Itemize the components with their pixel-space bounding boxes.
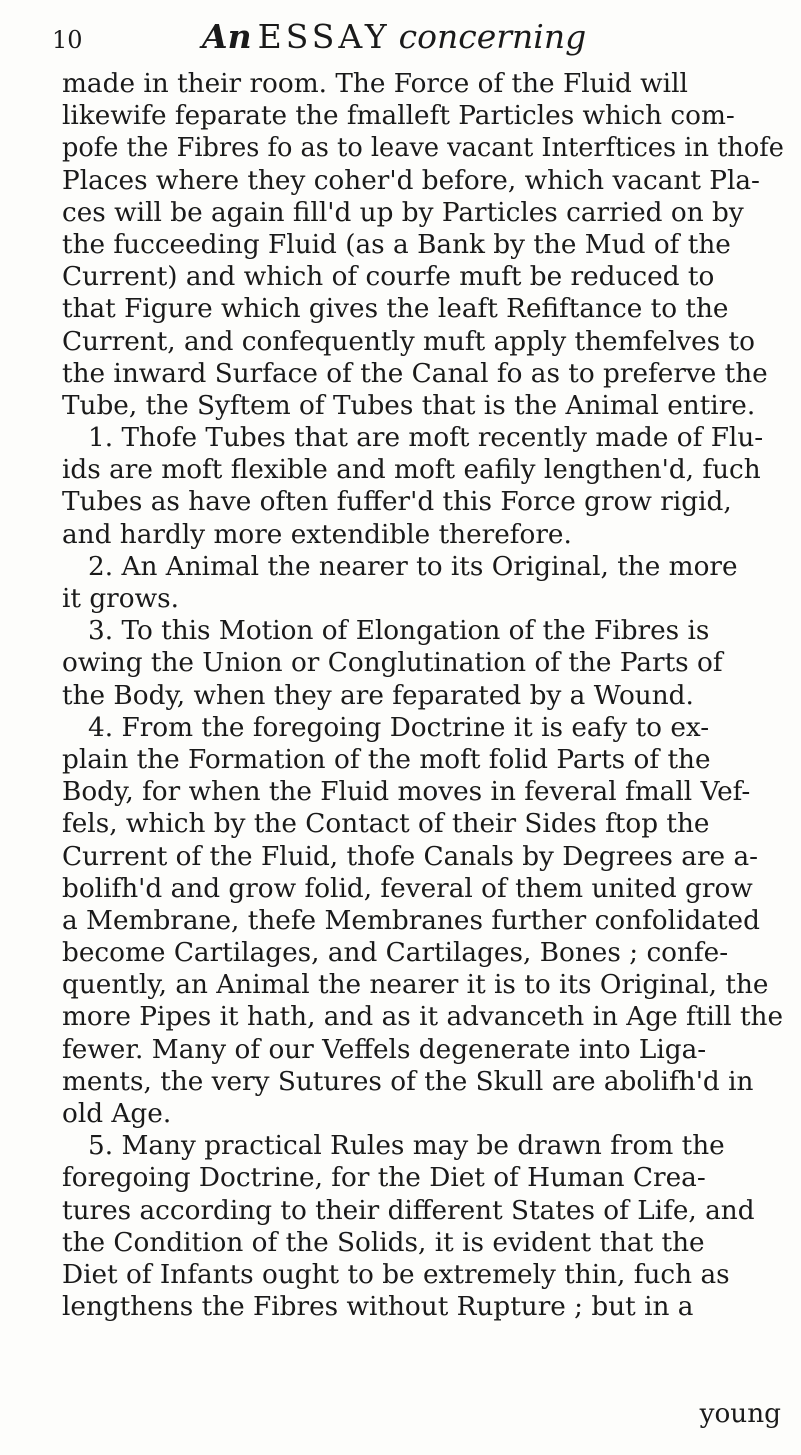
text-line: it grows. <box>62 584 179 614</box>
catchword: young <box>699 1399 781 1429</box>
text-line: tures according to their different States of Life, and <box>62 1195 755 1226</box>
text-line: foregoing Doctrine, for the Diet of Human Crea- <box>62 1163 706 1194</box>
text-line: ces will be again fill'd up by Particles carried on by <box>62 197 744 228</box>
header-title-essay: ESSAY <box>257 17 391 56</box>
text-line: become Cartilages, and Cartilages, Bones ; confe- <box>62 938 729 969</box>
text-line: 2. An Animal the nearer to its Original, the more <box>88 551 738 582</box>
text-line: the inward Surface of the Canal fo as to preferve the <box>62 358 768 389</box>
text-line: likewife feparate the fmalleft Particles which com- <box>62 101 735 132</box>
text-line: old Age. <box>62 1099 172 1129</box>
text-line: and hardly more extendible therefore. <box>62 519 572 550</box>
text-line: fels, which by the Contact of their Sides ftop the <box>62 809 710 840</box>
text-line: the Body, when they are feparated by a Wound. <box>62 680 694 711</box>
text-line: owing the Union or Conglutination of the Parts of <box>62 648 723 679</box>
text-line: Tubes as have often fuffer'd this Force grow rigid, <box>62 487 732 518</box>
text-line: quently, an Animal the nearer it is to its Original, the <box>62 970 769 1001</box>
text-line: 3. To this Motion of Elongation of the Fibres is <box>88 616 710 647</box>
text-line: ments, the very Sutures of the Skull are abolifh'd in <box>62 1066 754 1097</box>
text-line: the fucceeding Fluid (as a Bank by the Mud of the <box>62 229 731 260</box>
text-line: ids are moft flexible and moft eafily lengthen'd, fuch <box>62 455 761 486</box>
text-line: 5. Many practical Rules may be drawn from the <box>88 1131 725 1162</box>
text-line: more Pipes it hath, and as it advanceth in Age ftill the <box>62 1002 784 1033</box>
text-line: Current) and which of courfe muft be reduced to <box>62 262 715 293</box>
text-line: that Figure which gives the leaft Refiftance to the <box>62 294 729 325</box>
text-line: 1. Thofe Tubes that are moft recently made of Flu- <box>88 423 764 454</box>
text-line: fewer. Many of our Veffels degenerate into Liga- <box>62 1034 707 1065</box>
text-line: Current, and confequently muft apply themfelves to <box>62 326 755 357</box>
text-line: Current of the Fluid, thofe Canals by Degrees are a- <box>62 841 759 872</box>
body-text <box>62 68 784 1323</box>
text-line: made in their room. The Force of the Fluid will <box>62 69 688 99</box>
text-line: a Membrane, thefe Membranes further confolidated <box>62 905 760 936</box>
text-line: bolifh'd and grow folid, feveral of them united grow <box>62 873 753 904</box>
text-line: the Condition of the Solids, it is evident that the <box>62 1227 705 1258</box>
text-line: 4. From the foregoing Doctrine it is eafy to ex- <box>88 712 710 743</box>
text-line: plain the Formation of the moft folid Parts of the <box>62 744 711 775</box>
text-line: lengthens the Fibres without Rupture ; but in a <box>62 1292 694 1323</box>
text-line: Places where they coher'd before, which vacant Pla- <box>62 165 760 196</box>
text-line: Tube, the Syftem of Tubes that is the Animal entire. <box>62 390 756 421</box>
header-title-an: An <box>202 17 252 56</box>
text-line: Body, for when the Fluid moves in feveral fmall Vef- <box>62 777 751 808</box>
page-number: 10 <box>52 26 83 54</box>
text-line: pofe the Fibres fo as to leave vacant Interftices in thofe <box>62 133 784 164</box>
text-line: Diet of Infants ought to be extremely thin, fuch as <box>62 1259 730 1290</box>
header-title-concerning: concerning <box>398 17 587 56</box>
running-header <box>52 14 752 60</box>
